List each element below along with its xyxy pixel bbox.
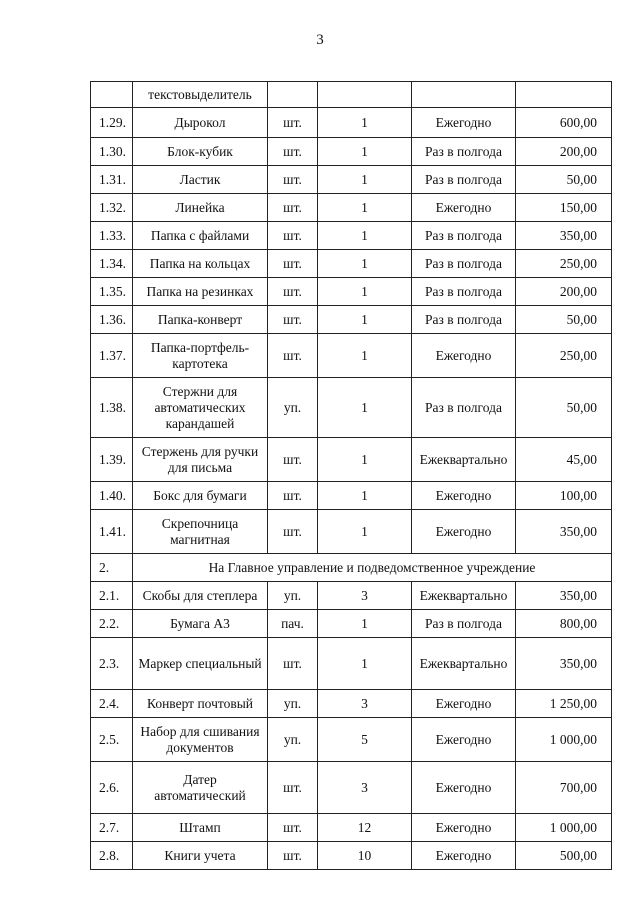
table-row [91, 194, 612, 222]
frequency-cell: Раз в полгода [412, 306, 516, 334]
quantity-cell: 12 [318, 814, 412, 842]
quantity-cell: 1 [318, 278, 412, 306]
item-name-cell: текстовыделитель [133, 82, 268, 108]
quantity-cell: 1 [318, 250, 412, 278]
unit-cell: шт. [268, 278, 318, 306]
frequency-cell: Ежегодно [412, 482, 516, 510]
frequency-cell: Ежеквартально [412, 582, 516, 610]
table-row [91, 690, 612, 718]
table-row [91, 438, 612, 482]
quantity-cell: 1 [318, 610, 412, 638]
item-name-cell: Книги учета [133, 842, 268, 870]
frequency-cell: Ежегодно [412, 690, 516, 718]
row-number-cell: 2.5. [91, 718, 133, 762]
unit-cell: шт. [268, 166, 318, 194]
price-cell: 50,00 [516, 166, 612, 194]
price-cell: 700,00 [516, 762, 612, 814]
frequency-cell: Раз в полгода [412, 278, 516, 306]
frequency-cell: Раз в полгода [412, 166, 516, 194]
frequency-cell: Ежеквартально [412, 438, 516, 482]
unit-cell: шт. [268, 108, 318, 138]
price-cell: 500,00 [516, 842, 612, 870]
item-name-cell: Папка-портфель-картотека [133, 334, 268, 378]
item-name-cell: Линейка [133, 194, 268, 222]
item-name-cell: Ластик [133, 166, 268, 194]
row-number-cell: 2.8. [91, 842, 133, 870]
supplies-table-body [91, 82, 612, 870]
item-name-cell: Папка с файлами [133, 222, 268, 250]
price-cell: 100,00 [516, 482, 612, 510]
unit-cell: шт. [268, 762, 318, 814]
unit-cell: шт. [268, 334, 318, 378]
quantity-cell: 1 [318, 334, 412, 378]
section-row [91, 554, 612, 582]
frequency-cell: Ежегодно [412, 814, 516, 842]
row-number-cell: 1.34. [91, 250, 133, 278]
row-number-cell: 1.41. [91, 510, 133, 554]
frequency-cell: Ежегодно [412, 334, 516, 378]
price-cell: 200,00 [516, 278, 612, 306]
frequency-cell: Раз в полгода [412, 138, 516, 166]
unit-cell: уп. [268, 582, 318, 610]
table-row [91, 762, 612, 814]
table-row [91, 278, 612, 306]
item-name-cell: Датер автоматический [133, 762, 268, 814]
quantity-cell: 3 [318, 582, 412, 610]
unit-cell: шт. [268, 482, 318, 510]
page-number: 3 [316, 32, 324, 48]
price-cell: 50,00 [516, 378, 612, 438]
unit-cell: шт. [268, 842, 318, 870]
quantity-cell: 3 [318, 690, 412, 718]
frequency-cell: Ежегодно [412, 510, 516, 554]
item-name-cell: Папка на резинках [133, 278, 268, 306]
row-number-cell: 1.35. [91, 278, 133, 306]
price-cell: 1 000,00 [516, 814, 612, 842]
frequency-cell: Раз в полгода [412, 378, 516, 438]
row-number-cell: 1.29. [91, 108, 133, 138]
row-number-cell: 1.39. [91, 438, 133, 482]
quantity-cell: 1 [318, 166, 412, 194]
table-row [91, 138, 612, 166]
quantity-cell: 1 [318, 222, 412, 250]
unit-cell: шт. [268, 438, 318, 482]
table-row [91, 334, 612, 378]
table-row [91, 610, 612, 638]
unit-cell: уп. [268, 690, 318, 718]
price-cell: 1 000,00 [516, 718, 612, 762]
row-number-cell: 1.31. [91, 166, 133, 194]
quantity-cell: 1 [318, 108, 412, 138]
table-row [91, 250, 612, 278]
unit-cell: шт. [268, 250, 318, 278]
row-number-cell: 2.7. [91, 814, 133, 842]
frequency-cell [412, 82, 516, 108]
frequency-cell: Ежегодно [412, 108, 516, 138]
item-name-cell: Штамп [133, 814, 268, 842]
price-cell: 800,00 [516, 610, 612, 638]
quantity-cell: 1 [318, 306, 412, 334]
unit-cell: уп. [268, 718, 318, 762]
table-row [91, 306, 612, 334]
table-row [91, 482, 612, 510]
unit-cell: шт. [268, 138, 318, 166]
price-cell: 250,00 [516, 334, 612, 378]
quantity-cell: 1 [318, 510, 412, 554]
table-row [91, 814, 612, 842]
row-number-cell: 2.3. [91, 638, 133, 690]
row-number-cell: 1.38. [91, 378, 133, 438]
table-row [91, 510, 612, 554]
quantity-cell: 1 [318, 638, 412, 690]
item-name-cell: Бумага А3 [133, 610, 268, 638]
price-cell: 350,00 [516, 222, 612, 250]
frequency-cell: Раз в полгода [412, 610, 516, 638]
frequency-cell: Ежегодно [412, 762, 516, 814]
row-number-cell: 1.30. [91, 138, 133, 166]
item-name-cell: Папка на кольцах [133, 250, 268, 278]
row-number-cell [91, 82, 133, 108]
quantity-cell: 1 [318, 138, 412, 166]
price-cell: 350,00 [516, 510, 612, 554]
quantity-cell: 5 [318, 718, 412, 762]
unit-cell: пач. [268, 610, 318, 638]
quantity-cell: 1 [318, 194, 412, 222]
row-number-cell: 1.32. [91, 194, 133, 222]
table-row [91, 166, 612, 194]
item-name-cell: Дырокол [133, 108, 268, 138]
unit-cell [268, 82, 318, 108]
frequency-cell: Ежегодно [412, 718, 516, 762]
row-number-cell: 1.37. [91, 334, 133, 378]
frequency-cell: Ежегодно [412, 842, 516, 870]
item-name-cell: Блок-кубик [133, 138, 268, 166]
price-cell: 50,00 [516, 306, 612, 334]
row-number-cell: 2.6. [91, 762, 133, 814]
price-cell [516, 82, 612, 108]
quantity-cell: 1 [318, 438, 412, 482]
supplies-table [90, 81, 612, 870]
unit-cell: шт. [268, 510, 318, 554]
section-title-cell: На Главное управление и подведомственное учреждение [133, 554, 612, 582]
price-cell: 600,00 [516, 108, 612, 138]
unit-cell: уп. [268, 378, 318, 438]
row-number-cell: 2.4. [91, 690, 133, 718]
table-row [91, 222, 612, 250]
row-number-cell: 2.1. [91, 582, 133, 610]
frequency-cell: Раз в полгода [412, 222, 516, 250]
row-number-cell: 1.40. [91, 482, 133, 510]
item-name-cell: Скобы для степлера [133, 582, 268, 610]
price-cell: 150,00 [516, 194, 612, 222]
quantity-cell: 10 [318, 842, 412, 870]
unit-cell: шт. [268, 222, 318, 250]
table-row [91, 582, 612, 610]
item-name-cell: Папка-конверт [133, 306, 268, 334]
row-number-cell: 2. [91, 554, 133, 582]
unit-cell: шт. [268, 194, 318, 222]
unit-cell: шт. [268, 638, 318, 690]
item-name-cell: Бокс для бумаги [133, 482, 268, 510]
unit-cell: шт. [268, 306, 318, 334]
price-cell: 350,00 [516, 638, 612, 690]
table-row [91, 638, 612, 690]
table-row [91, 108, 612, 138]
item-name-cell: Стержни для автоматических карандашей [133, 378, 268, 438]
item-name-cell: Конверт почтовый [133, 690, 268, 718]
frequency-cell: Ежеквартально [412, 638, 516, 690]
table-row [91, 842, 612, 870]
row-number-cell: 1.33. [91, 222, 133, 250]
frequency-cell: Раз в полгода [412, 250, 516, 278]
frequency-cell: Ежегодно [412, 194, 516, 222]
table-row [91, 378, 612, 438]
unit-cell: шт. [268, 814, 318, 842]
quantity-cell [318, 82, 412, 108]
quantity-cell: 1 [318, 482, 412, 510]
table-row [91, 82, 612, 108]
price-cell: 1 250,00 [516, 690, 612, 718]
price-cell: 200,00 [516, 138, 612, 166]
item-name-cell: Маркер специальный [133, 638, 268, 690]
quantity-cell: 3 [318, 762, 412, 814]
row-number-cell: 1.36. [91, 306, 133, 334]
row-number-cell: 2.2. [91, 610, 133, 638]
quantity-cell: 1 [318, 378, 412, 438]
price-cell: 350,00 [516, 582, 612, 610]
table-row [91, 718, 612, 762]
price-cell: 45,00 [516, 438, 612, 482]
item-name-cell: Набор для сшивания документов [133, 718, 268, 762]
item-name-cell: Скрепочница магнитная [133, 510, 268, 554]
price-cell: 250,00 [516, 250, 612, 278]
item-name-cell: Стержень для ручки для письма [133, 438, 268, 482]
